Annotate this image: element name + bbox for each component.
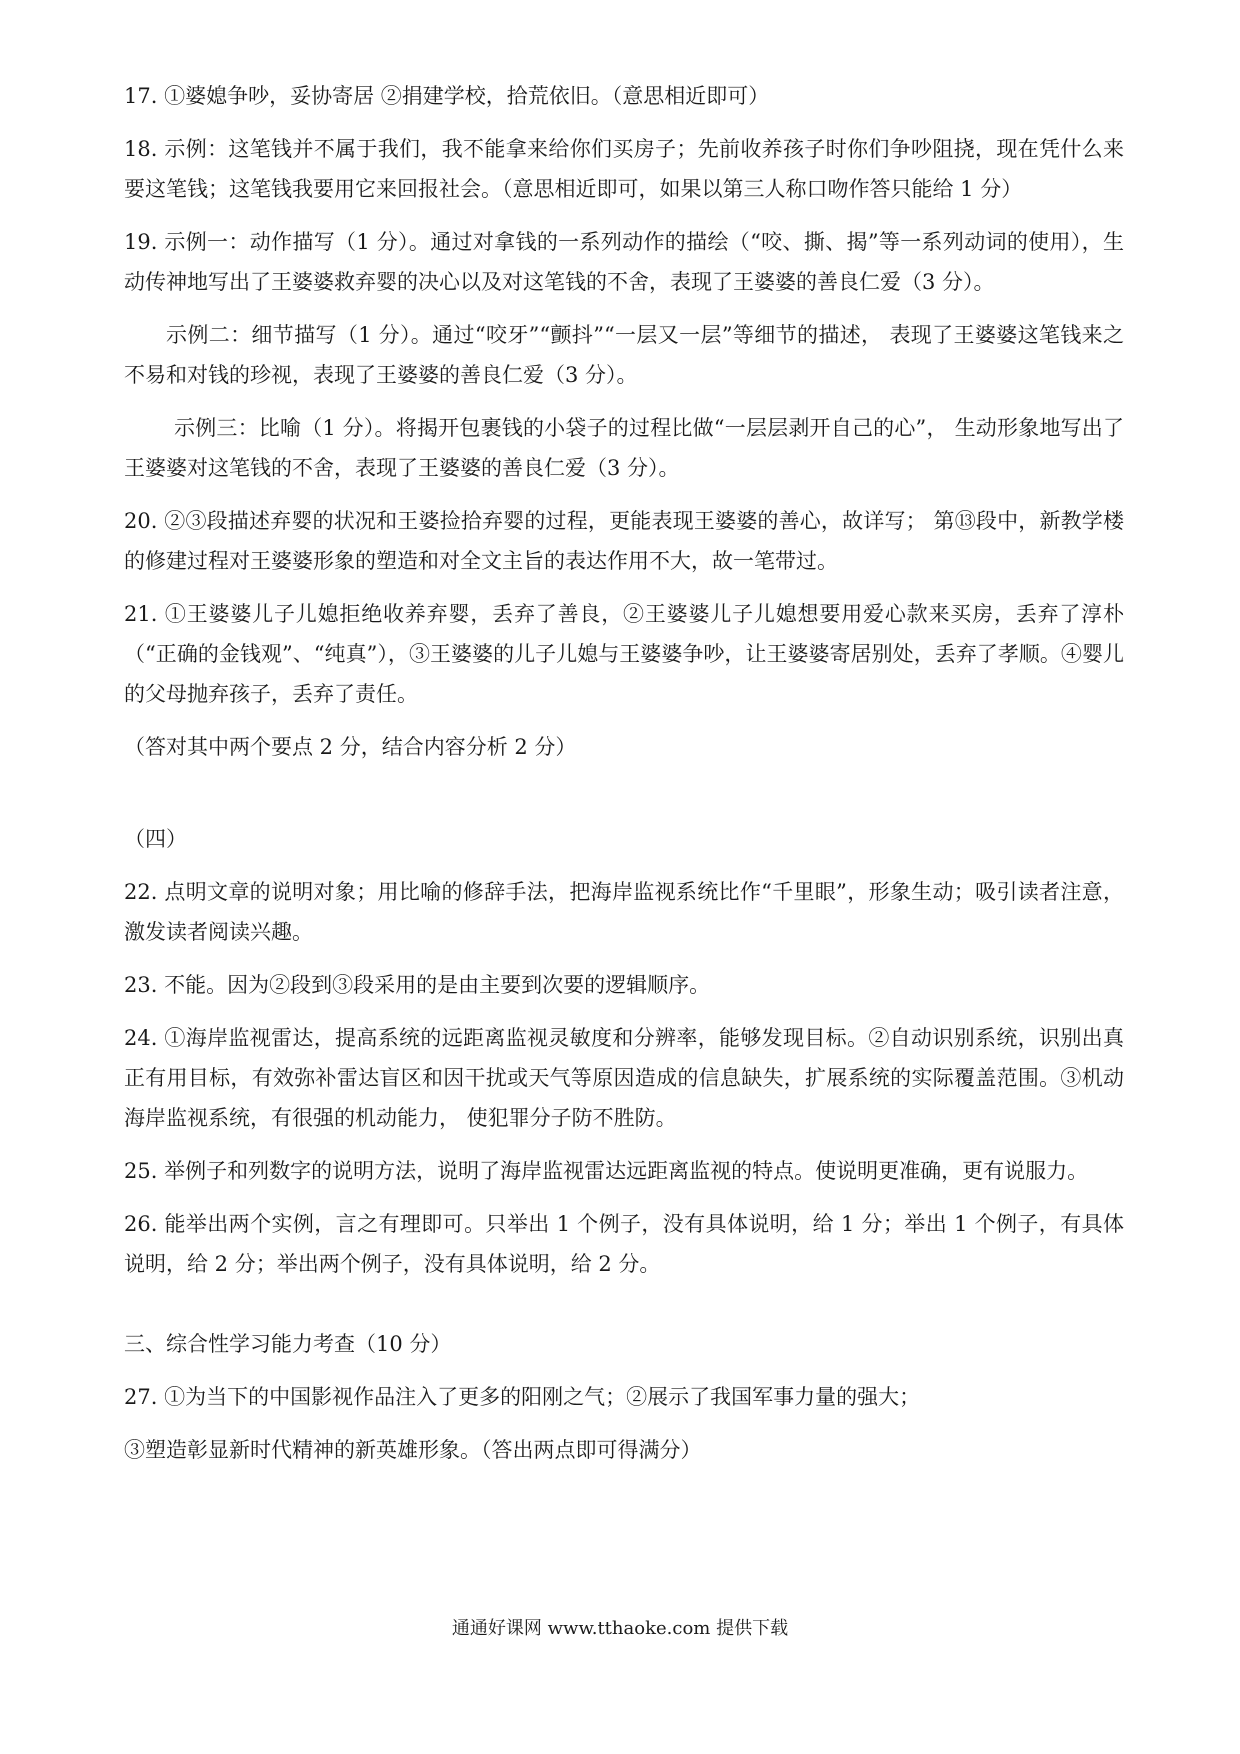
answer-q20: 20. ②③段描述弃婴的状况和王婆捡拾弃婴的过程，更能表现王婆婆的善心，故详写； 第⑬段中，新教学楼的修建过程对王婆婆形象的塑造和对全文主旨的表达作用不大，故一笔带过。 bbox=[124, 509, 1124, 573]
answer-q24: 24. ①海岸监视雷达，提高系统的远距离监视灵敏度和分辨率，能够发现目标。②自动识别系统，识别出真正有用目标，有效弥补雷达盲区和因干扰或天气等原因造成的信息缺失，扩展系统的实际覆盖范围。③机动海岸监视系统，有很强的机动能力， 使犯罪分子防不胜防。 bbox=[124, 1026, 1124, 1130]
answer-q25: 25. 举例子和列数字的说明方法，说明了海岸监视雷达远距离监视的特点。使说明更准确，更有说服力。 bbox=[124, 1159, 1089, 1183]
answer-q27-line2: ③塑造彰显新时代精神的新英雄形象。（答出两点即可得满分） bbox=[124, 1438, 702, 1462]
answer-q19-example2: 示例二：细节描写（1 分）。通过“咬牙”“颤抖”“一层又一层”等细节的描述， 表现了王婆婆这笔钱来之不易和对钱的珍视，表现了王婆婆的善良仁爱（3 分）。 bbox=[124, 323, 1124, 387]
answer-q19-example3: 示例三：比喻（1 分）。将揭开包裹钱的小袋子的过程比做“一层层剥开自己的心”， 生动形象地写出了王婆婆对这笔钱的不舍，表现了王婆婆的善良仁爱（3 分）。 bbox=[124, 416, 1124, 480]
page-footer: 通通好课网 www.tthaoke.com 提供下载 bbox=[451, 1618, 789, 1639]
answer-q21: 21. ①王婆婆儿子儿媳拒绝收养弃婴，丢弃了善良，②王婆婆儿子儿媳想要用爱心款来买房，丢弃了淳朴（“正确的金钱观”、“纯真”），③王婆婆的儿子儿媳与王婆婆争吵，让王婆婆寄居别处，丢弃了孝顺。④婴儿的父母抛弃孩子，丢弃了责任。 bbox=[124, 602, 1124, 706]
answer-q27-line1: 27. ①为当下的中国影视作品注入了更多的阳刚之气；②展示了我国军事力量的强大； bbox=[124, 1385, 921, 1409]
answer-q23: 23. 不能。因为②段到③段采用的是由主要到次要的逻辑顺序。 bbox=[124, 973, 711, 997]
answer-q22: 22. 点明文章的说明对象；用比喻的修辞手法，把海岸监视系统比作“千里眼”，形象生动；吸引读者注意，激发读者阅读兴趣。 bbox=[124, 880, 1124, 944]
answer-q17: 17. ①婆媳争吵，妥协寄居 ②捐建学校，拾荒依旧。（意思相近即可） bbox=[124, 84, 770, 108]
section-heading-three: 三、综合性学习能力考查（10 分） bbox=[124, 1332, 452, 1356]
answer-q19-example1: 19. 示例一：动作描写（1 分）。通过对拿钱的一系列动作的描绘（“咬、撕、揭”等一系列动词的使用），生动传神地写出了王婆婆救弃婴的决心以及对这笔钱的不舍，表现了王婆婆的善良仁爱（3 分）。 bbox=[124, 230, 1124, 294]
answer-q18: 18. 示例：这笔钱并不属于我们，我不能拿来给你们买房子；先前收养孩子时你们争吵阻挠，现在凭什么来要这笔钱；这笔钱我要用它来回报社会。（意思相近即可，如果以第三人称口吻作答只能给 1 分） bbox=[124, 137, 1124, 201]
answer-document bbox=[124, 76, 1124, 1483]
answer-q26: 26. 能举出两个实例，言之有理即可。只举出 1 个例子，没有具体说明，给 1 分；举出 1 个例子，有具体说明，给 2 分；举出两个例子，没有具体说明，给 2 分。 bbox=[124, 1212, 1124, 1276]
section-heading-four: （四） bbox=[124, 827, 187, 851]
answer-q21-scoring-note: （答对其中两个要点 2 分，结合内容分析 2 分） bbox=[124, 735, 577, 759]
